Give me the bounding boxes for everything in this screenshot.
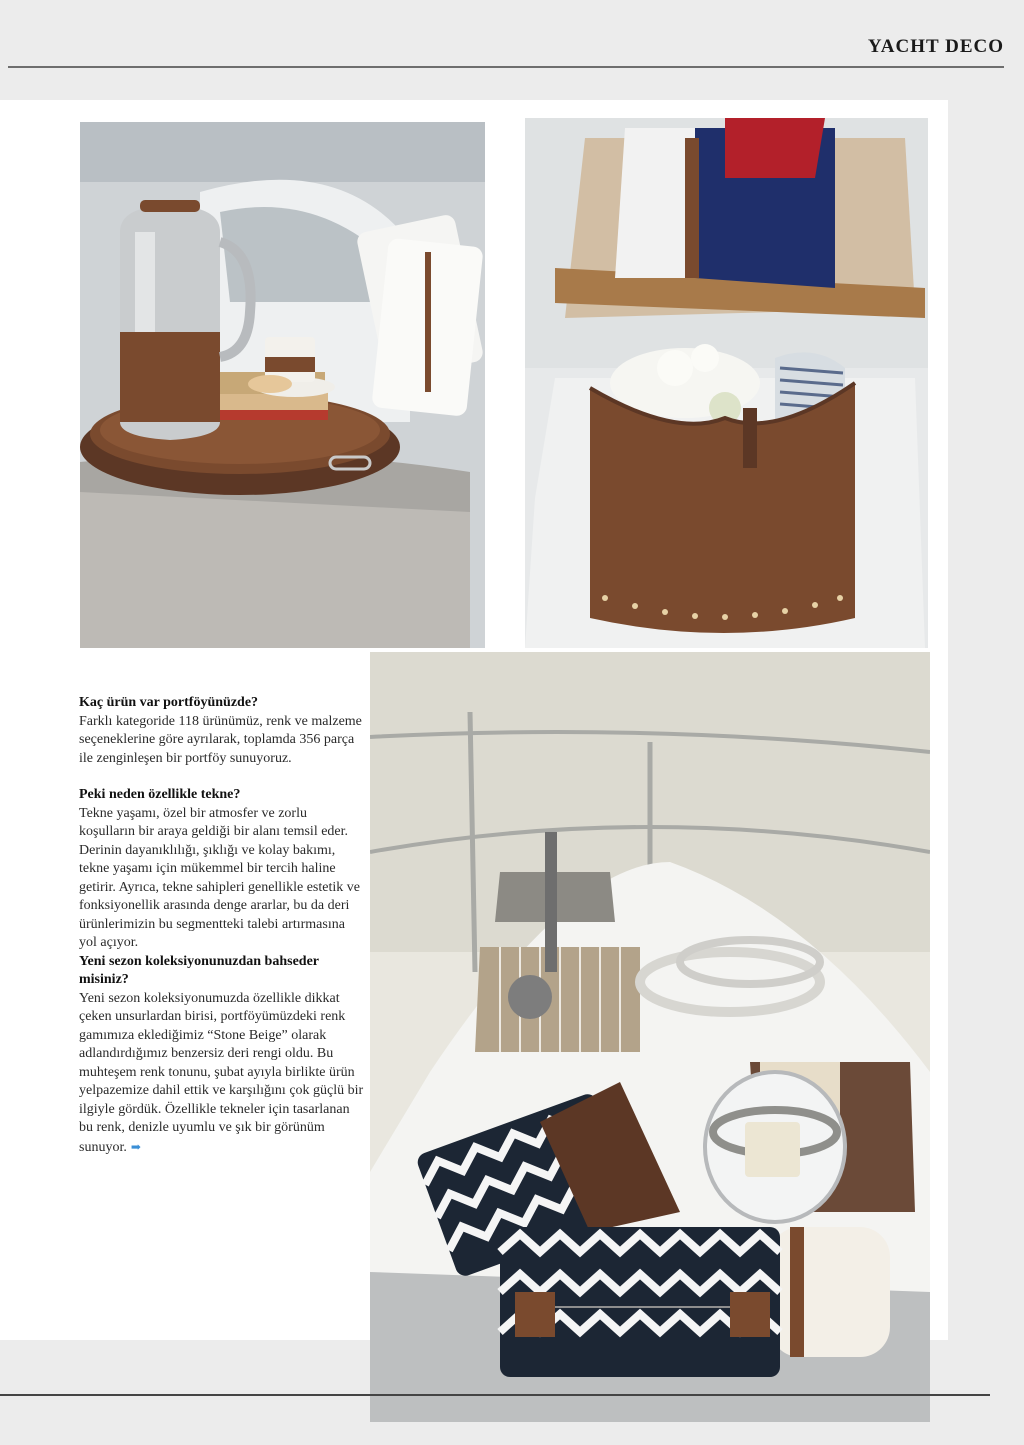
section-heading-why-boat: Peki neden özellikle tekne?: [79, 787, 241, 802]
section-body-why-boat: Tekne yaşamı, özel bir atmosfer ve zorlu koşulların bir araya geldiği bir alanı temsil eder. Derinin dayanıklılığı, şıklığı ve kolay bakımı, tekne yaşamı için mükemmel bir tercih haline getirir. Ayrıca, tekne sahipleri genellikle estetik ve fonksiyonellik arasında denge ararlar, bu da deri ürünlerimizin bu segmentteki talebi artırmasına yol açıyor.: [79, 805, 360, 950]
section-heading-portfolio: Kaç ürün var portföyünüzde?: [79, 695, 259, 710]
section-heading-new-season: Yeni sezon koleksiyonunuzdan bahseder misiniz?: [79, 953, 319, 987]
article-body: [79, 694, 364, 1157]
header-divider: [8, 66, 1004, 68]
footer-divider: [0, 1394, 990, 1396]
section-body-portfolio: Farklı kategoride 118 ürünümüz, renk ve malzeme seçeneklerine göre ayrılarak, toplamda 356 parça ile zenginleşen bir portföy sunuyoruz.: [79, 713, 362, 766]
leather-basket-illustration: [525, 118, 928, 648]
boat-deck-illustration: [370, 652, 930, 1422]
section-body-new-season: [79, 990, 364, 1158]
photo-thermos-tray: [80, 122, 485, 648]
photo-leather-basket: [525, 118, 928, 648]
thermos-tray-illustration: [80, 122, 485, 648]
paragraph-gap: [79, 768, 364, 786]
section-body-new-season-text: Yeni sezon koleksiyonumuzda özellikle dikkat çeken unsurlardan birisi, portföyümüzdeki renk gamımıza eklediğimiz “Stone Beige” olarak adlandırdığımız benzersiz deri rengi oldu. Bu muhteşem renk tonunu, şubat ayıyla birlikte ürün yelpazemize dahil ettik ve karşılığını çok güçlü bir ilgiyle gördük. Özellikle tekneler için tasarlanan bu renk, denizle uyumlu ve şık bir görünüm sunuyor.: [79, 990, 364, 1155]
magazine-section-title: YACHT DECO: [867, 36, 1004, 57]
end-arrow-icon: ➡: [130, 1139, 141, 1154]
photo-boat-deck: [370, 652, 930, 1422]
